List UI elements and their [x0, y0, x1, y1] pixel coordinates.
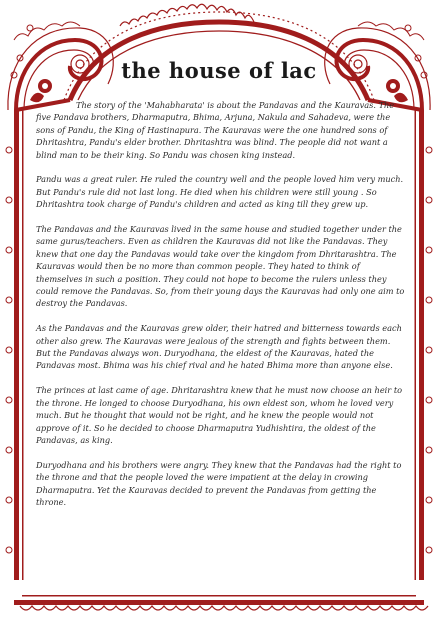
page-title: the house of lac — [121, 58, 317, 83]
story-text — [36, 99, 406, 521]
paragraph: The story of the 'Mahabharata' is about the Pandavas and the Kauravas. The five Pandava brothers, Dharmaputra, Bhima, Arjuna, Nakula and Sahadeva, were the sons of Pandu, the King of Hastinapura. The Kauravas were the one hundred sons of Dhritashtra, Pandu's elder brother. Dhritashtra was blind. The people did not want a blind man to be their king. So Pandu was chosen king instead. — [36, 100, 395, 160]
paragraph: The princes at last came of age. Dhritarashtra knew that he must now choose an heir to the throne. He longed to choose Duryodhana, his own eldest son, whom he loved very much. But he thought that would not be right, and he knew the people would not approve of it. So he decided to choose Dharmaputra Yudhishtira, the oldest of the Pandavas, as king. — [36, 385, 403, 445]
paragraph: Pandu was a great ruler. He ruled the country well and the people loved him very much. But Pandu's rule did not last long. He died when his children were still young . So Dhritashtra took charge of Pandu's children and acted as king till they grew up. — [36, 174, 404, 210]
paragraph: As the Pandavas and the Kauravas grew older, their hatred and bitterness towards each other also grew. The Kauravas were jealous of the strength and fights between them. But the Pandavas always won. Duryodhana, the eldest of the Kauravas, hated the Pandavas most. Bhima was his chief rival and he hated Bhima more than anyone else. — [36, 323, 402, 371]
paragraph: Duryodhana and his brothers were angry. They knew that the Pandavas had the right to the throne and that the people loved the were impatient at the delay in crowing Dharmaputra. Yet the Kauravas decided to prevent the Pandavas from getting the throne. — [36, 459, 402, 507]
paragraph: The Pandavas and the Kauravas lived in the same house and studied together under the same gurus/teachers. Even as children the Kauravas did not like the Pandavas. They knew that one day the Pandavas would take over the kingdom from Dhritarashtra. The Kauravas would then be no more than common people. They hated to think of themselves in such a position. They could not hope to become the rulers unless they could remove the Pandavas. So, from their young days the Kauravas had only one aim to destroy the Pandavas. — [36, 224, 405, 309]
